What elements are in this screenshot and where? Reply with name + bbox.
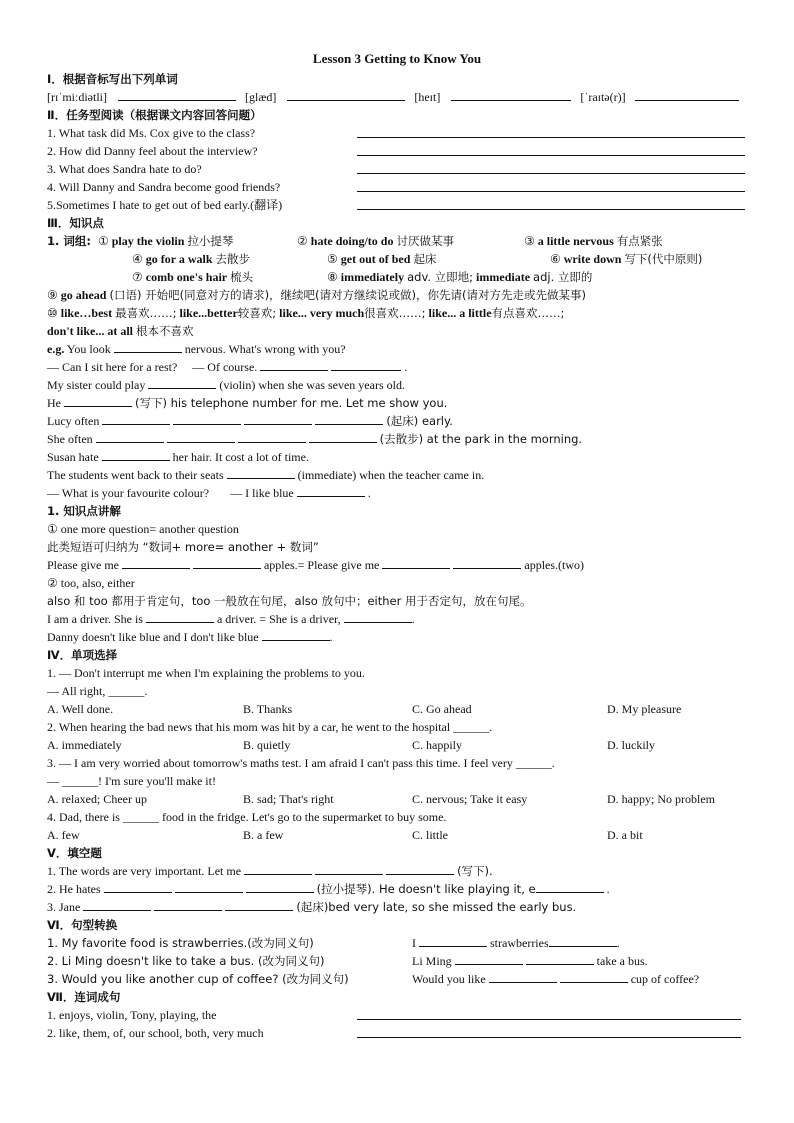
phrase-row-5: ⑩ like…best 最喜欢……; like...better较喜欢; like... very much很喜欢……; like... a little有点喜欢……; [47, 306, 565, 320]
reading-question: 4. Will Danny and Sandra become good friends? [47, 178, 747, 196]
section-3-heading: Ⅲ．知识点 [47, 216, 104, 230]
answer-blank[interactable] [122, 556, 190, 569]
answer-blank[interactable] [114, 340, 182, 353]
example-6: She often (去散步) at the park in the morning. [47, 432, 583, 446]
answer-blank[interactable] [154, 898, 222, 911]
answer-blank[interactable] [287, 88, 405, 101]
answer-blank[interactable] [83, 898, 151, 911]
answer-blank[interactable] [536, 880, 604, 893]
mc-option[interactable]: D. a bit [607, 828, 643, 842]
mc-question: 2. When hearing the bad news that his mom was hit by a car, he went to the hospital ______. [47, 720, 493, 734]
answer-blank[interactable] [315, 862, 383, 875]
mc-option[interactable]: C. nervous; Take it easy [412, 792, 528, 806]
explain-line: Please give me apples.= Please give me apples.(two) [47, 558, 585, 572]
answer-blank[interactable] [386, 862, 454, 875]
phonetic-3: [heɪt] [414, 90, 441, 104]
section-explain-heading: 1. 知识点讲解 [47, 504, 121, 518]
phrase-row-6: don't like... at all 根本不喜欢 [47, 324, 194, 338]
example-4: He (写下) his telephone number for me. Let me show you. [47, 396, 448, 410]
mc-option[interactable]: A. few [47, 828, 80, 842]
answer-blank[interactable] [451, 88, 571, 101]
reading-question: 5.Sometimes I hate to get out of bed early.(翻译) [47, 196, 747, 214]
answer-blank[interactable] [419, 934, 487, 947]
reorder-item: 1. enjoys, violin, Tony, playing, the [47, 1006, 747, 1024]
mc-option[interactable]: B. sad; That's right [243, 792, 334, 806]
answer-blank[interactable] [173, 412, 241, 425]
answer-line[interactable] [357, 1006, 741, 1020]
answer-blank[interactable] [227, 466, 295, 479]
answer-blank[interactable] [246, 880, 314, 893]
phrase-row-4: ⑨ go ahead (口语) 开始吧(同意对方的请求)，继续吧(请对方继续说或做)，你先请(请对方先走或先做某事) [47, 288, 586, 302]
mc-question: 4. Dad, there is ______ food in the fridge. Let's go to the supermarket to buy some. [47, 810, 447, 824]
mc-option[interactable]: C. happily [412, 738, 462, 752]
answer-blank[interactable] [260, 358, 328, 371]
answer-blank[interactable] [167, 430, 235, 443]
example-9: — What is your favourite colour? — I like blue . [47, 486, 371, 500]
mc-option[interactable]: C. little [412, 828, 448, 842]
answer-blank[interactable] [489, 970, 557, 983]
answer-blank[interactable] [331, 358, 401, 371]
transform-row: 1. My favorite food is strawberries.(改为同义句) I strawberries . [47, 936, 620, 950]
answer-line[interactable] [357, 124, 745, 138]
answer-blank[interactable] [382, 556, 450, 569]
reorder-item: 2. like, them, of, our school, both, very much [47, 1024, 747, 1042]
answer-blank[interactable] [244, 412, 312, 425]
example-3: My sister could play (violin) when she was seven years old. [47, 378, 405, 392]
answer-blank[interactable] [635, 88, 739, 101]
explain-line: also 和 too 都用于肯定句，too 一般放在句尾，also 放句中；either 用于否定句，放在句尾。 [47, 594, 532, 608]
mc-option[interactable]: B. quietly [243, 738, 291, 752]
explain-line: 此类短语可归纳为 “数词+ more= another + 数词” [47, 540, 319, 554]
section-1-heading: Ⅰ．根据音标写出下列单词 [47, 72, 178, 86]
mc-option[interactable]: D. luckily [607, 738, 655, 752]
phrase-row-3: ⑦ comb one's hair 梳头 ⑧ immediately adv. 立即地; immediate adj. 立即的 [132, 270, 593, 284]
mc-question: 3. — I am very worried about tomorrow's maths test. I am afraid I can't pass this time. I feel very ______. [47, 756, 555, 770]
answer-blank[interactable] [146, 610, 214, 623]
page-title: Lesson 3 Getting to Know You [312, 51, 482, 66]
example-1: e.g. You look nervous. What's wrong with you? [47, 342, 346, 356]
answer-line[interactable] [357, 142, 745, 156]
section-2-heading: Ⅱ．任务型阅读（根据课文内容回答问题） [47, 108, 262, 122]
fill-line: 1. The words are very important. Let me (写下). [47, 864, 493, 878]
answer-blank[interactable] [297, 484, 365, 497]
answer-line[interactable] [357, 160, 745, 174]
example-8: The students went back to their seats (immediate) when the teacher came in. [47, 468, 485, 482]
mc-option[interactable]: B. Thanks [243, 702, 293, 716]
section-5-heading: Ⅴ．填空题 [47, 846, 102, 860]
example-5: Lucy often (起床) early. [47, 414, 453, 428]
answer-blank[interactable] [175, 880, 243, 893]
mc-options [47, 826, 747, 844]
section-7-heading: Ⅶ．连词成句 [47, 990, 121, 1004]
answer-line[interactable] [357, 196, 745, 210]
reading-question: 2. How did Danny feel about the interview? [47, 142, 747, 160]
explain-line: ① one more question= another question [47, 522, 239, 536]
answer-blank[interactable] [526, 952, 594, 965]
answer-blank[interactable] [104, 880, 172, 893]
mc-option[interactable]: D. My pleasure [607, 702, 682, 716]
answer-blank[interactable] [193, 556, 261, 569]
answer-blank[interactable] [315, 412, 383, 425]
section-6-heading: Ⅵ．句型转换 [47, 918, 118, 932]
answer-line[interactable] [357, 1024, 741, 1038]
mc-question: 1. — Don't interrupt me when I'm explaining the problems to you. [47, 666, 365, 680]
transform-row: 3. Would you like another cup of coffee? (改为同义句) Would you like cup of coffee? [47, 972, 700, 986]
mc-option[interactable]: A. Well done. [47, 702, 114, 716]
answer-blank[interactable] [560, 970, 628, 983]
mc-question: — All right, ______. [47, 684, 148, 698]
answer-blank[interactable] [96, 430, 164, 443]
mc-options [47, 790, 747, 808]
mc-option[interactable]: A. immediately [47, 738, 122, 752]
answer-blank[interactable] [238, 430, 306, 443]
transform-row: 2. Li Ming doesn't like to take a bus. (改为同义句) Li Ming take a bus. [47, 954, 648, 968]
answer-blank[interactable] [344, 610, 412, 623]
answer-blank[interactable] [453, 556, 521, 569]
answer-blank[interactable] [148, 376, 216, 389]
example-2: — Can I sit here for a rest? — Of course. . [47, 360, 408, 374]
explain-line: Danny doesn't like blue and I don't like blue . [47, 630, 333, 644]
phonetics-row [47, 88, 747, 106]
answer-blank[interactable] [225, 898, 293, 911]
section-4-heading: Ⅳ．单项选择 [47, 648, 118, 662]
mc-question: — ______! I'm sure you'll make it! [47, 774, 216, 788]
mc-options [47, 736, 747, 754]
mc-option[interactable]: D. happy; No problem [607, 792, 715, 806]
worksheet [47, 50, 747, 1042]
answer-blank[interactable] [244, 862, 312, 875]
phonetic-4: [ˈraɪtə(r)] [580, 90, 626, 104]
answer-blank[interactable] [262, 628, 330, 641]
example-7: Susan hate her hair. It cost a lot of time. [47, 450, 309, 464]
fill-line: 2. He hates (拉小提琴). He doesn't like playing it, e . [47, 882, 610, 896]
phrase-row-2: ④ go for a walk 去散步 ⑤ get out of bed 起床 ⑥ write down 写下(代中原则) [132, 252, 703, 266]
answer-blank[interactable] [309, 430, 377, 443]
mc-options [47, 700, 747, 718]
explain-line: I am a driver. She is a driver. = She is a driver, . [47, 612, 415, 626]
mc-option[interactable]: B. a few [243, 828, 284, 842]
answer-blank[interactable] [455, 952, 523, 965]
reading-question: 1. What task did Ms. Cox give to the class? [47, 124, 747, 142]
mc-option[interactable]: A. relaxed; Cheer up [47, 792, 147, 806]
phrase-row-1: 1. 词组: ① play the violin 拉小提琴 ② hate doing/to do 讨厌做某事 ③ a little nervous 有点紧张 [47, 234, 663, 248]
answer-blank[interactable] [549, 934, 617, 947]
answer-blank[interactable] [64, 394, 132, 407]
answer-blank[interactable] [118, 88, 236, 101]
answer-line[interactable] [357, 178, 745, 192]
explain-line: ② too, also, either [47, 576, 135, 590]
answer-blank[interactable] [102, 448, 170, 461]
phonetic-2: [glæd] [244, 90, 277, 104]
answer-blank[interactable] [102, 412, 170, 425]
reading-question: 3. What does Sandra hate to do? [47, 160, 747, 178]
phonetic-1: [rɪˈmiːdiətli] [47, 90, 107, 104]
fill-line: 3. Jane (起床)bed very late, so she missed the early bus. [47, 900, 577, 914]
mc-option[interactable]: C. Go ahead [412, 702, 472, 716]
